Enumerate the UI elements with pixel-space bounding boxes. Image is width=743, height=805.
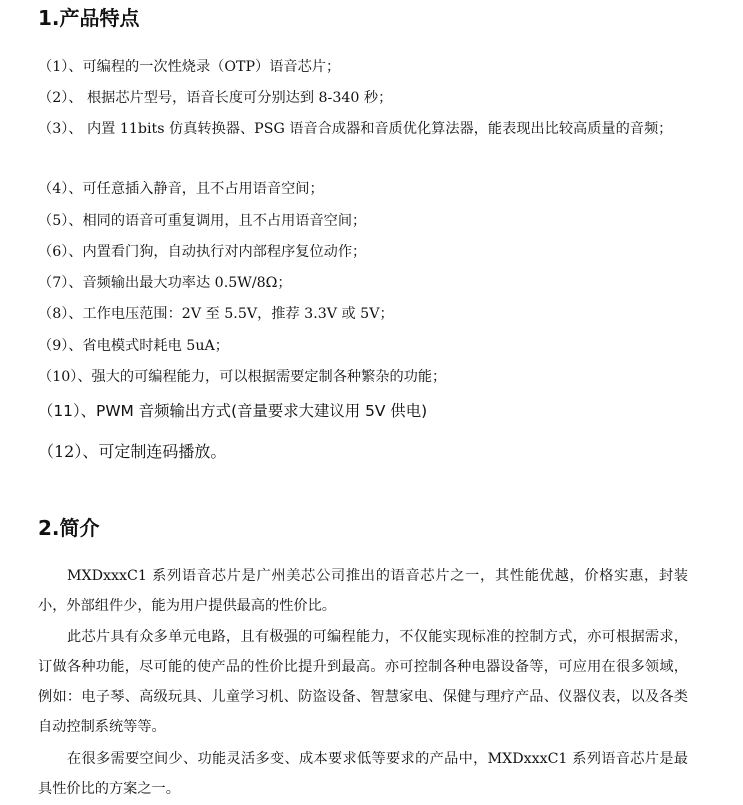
- intro-paragraph-2: 此芯片具有众多单元电路，且有极强的可编程能力，不仅能实现标准的控制方式，亦可根据需求，订做各种功能，尽可能的使产品的性价比提升到最高。亦可控制各种电器设备等，可应用在很多领域，例如：电子琴、高级玩具、儿童学习机、防盗设备、智慧家电、保健与理疗产品、仪器仪表，以及各类自动控制系统等等。: [38, 629, 688, 735]
- feature-item-12: （12）、可定制连码播放。: [38, 442, 227, 461]
- feature-item-11: （11）、PWM 音频输出方式(音量要求大建议用 5V 供电): [38, 402, 428, 420]
- feature-item-9: （9）、省电模式时耗电 5uA；: [38, 338, 229, 354]
- intro-paragraph-1: MXDxxxC1 系列语音芯片是广州美芯公司推出的语音芯片之一，其性能优越，价格实惠，封装小，外部组件少，能为用户提供最高的性价比。: [38, 568, 688, 614]
- feature-item-8: （8）、工作电压范围：2V 至 5.5V，推荐 3.3V 或 5V；: [38, 306, 394, 322]
- feature-item-10: （10）、强大的可编程能力，可以根据需要定制各种繁杂的功能；: [38, 369, 447, 385]
- feature-item-4: （4）、可任意插入静音，且不占用语音空间；: [38, 181, 324, 197]
- section-heading-features: 1.产品特点: [38, 6, 140, 30]
- feature-item-7: （7）、音频输出最大功率达 0.5W/8Ω；: [38, 275, 292, 291]
- section-heading-intro: 2.简介: [38, 516, 100, 540]
- feature-item-3: （3）、 内置 11bits 仿真转换器、PSG 语音合成器和音质优化算法器，能表现出比较高质量的音频；: [38, 121, 673, 137]
- feature-item-2: （2）、 根据芯片型号，语音长度可分别达到 8-340 秒；: [38, 90, 393, 106]
- feature-item-5: （5）、相同的语音可重复调用，且不占用语音空间；: [38, 213, 367, 229]
- intro-paragraph-3: 在很多需要空间少、功能灵活多变、成本要求低等要求的产品中，MXDxxxC1 系列语音芯片是最具性价比的方案之一。: [38, 751, 688, 797]
- feature-item-6: （6）、内置看门狗，自动执行对内部程序复位动作；: [38, 244, 367, 260]
- feature-item-1: （1）、可编程的一次性烧录（OTP）语音芯片；: [38, 59, 341, 75]
